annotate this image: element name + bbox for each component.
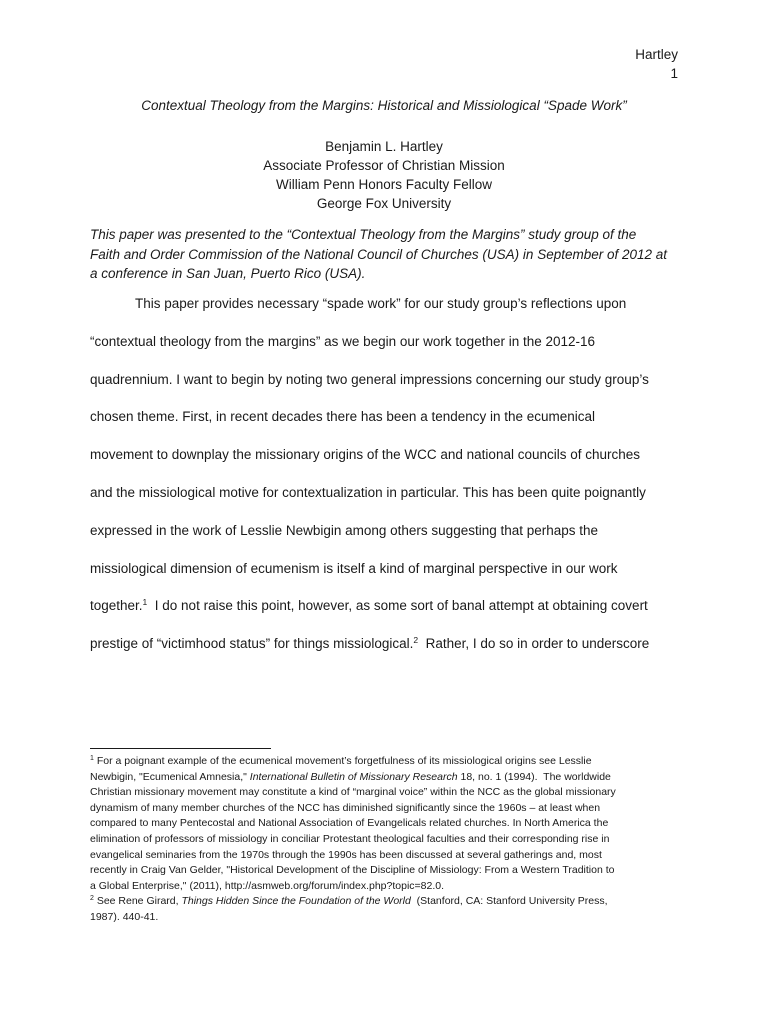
footnote-marker-2: 2 [90,895,94,903]
note-line: This paper was presented to the “Contextual Theology from the Margins” study group of the [90,227,637,242]
body-line: quadrennium. I want to begin by noting two general impressions concerning our study group’s [90,371,649,387]
body-line: This paper provides necessary “spade work” for our study group’s reflections upon [135,296,627,311]
footnote-line: elimination of professors of missiology in conciliar Protestant theological faculties and their corresponding rise in [90,832,610,845]
body-text: Rather, I do so in order to underscore [418,636,650,652]
footnote-book-title: Things Hidden Since the Foundation of the World [181,895,411,908]
note-line: Faith and Order Commission of the National Council of Churches (USA) in September of 2012 at [90,246,668,262]
body-line: and the missiological motive for contextualization in particular. This has been quite poignantly [90,484,646,500]
body-text: together. [90,598,143,614]
footnote-marker-1: 1 [90,755,94,762]
footnote-line [90,879,685,895]
footnote-text: See Rene Girard, [93,895,182,908]
footnote-line: Christian missionary movement may constitute a kind of “marginal voice” within the NCC as the global missionary [90,786,616,799]
body-line: movement to downplay the missionary origins of the WCC and national councils of churches [90,447,641,463]
author-fellowship: William Penn Honors Faculty Fellow [275,177,493,192]
presentation-note [90,225,680,284]
body-text: I do not raise this point, however, as some sort of banal attempt at obtaining covert [147,598,648,614]
page-number: 1 [670,66,678,81]
footnote-line: 1987). 440-41. [90,910,159,923]
author-name: Benjamin L. Hartley [325,139,443,154]
footnote-ref-1[interactable]: 1 [142,597,148,608]
footnote-journal-title: International Bulletin of Missionary Research [249,770,458,783]
footnote-line: dynamism of many member churches of the NCC has diminished significantly since the 1960s – at least when [90,801,601,814]
footnote-text: 18, no. 1 (1994). The worldwide [457,770,611,783]
footnote-line: evangelical seminaries from the 1970s through the 1990s has been discussed at several gatherings and, most [90,848,602,861]
running-header [635,45,678,83]
body-text: prestige of “victimhood status” for things missiological. [90,636,414,652]
note-line: a conference in San Juan, Puerto Rico (USA). [90,266,366,281]
footnote-line: recently in Craig Van Gelder, "Historical Development of the Discipline of Missiology: From a Western Tradition to [90,864,615,877]
footnote-line: compared to many Pentecostal and National Association of Evangelicals related churches. In North America the [90,817,609,830]
body-line: missiological dimension of ecumenism is itself a kind of marginal perspective in our work [90,560,618,576]
body-paragraph [90,294,682,672]
footnote-separator [90,748,271,749]
author-position: Associate Professor of Christian Mission [263,158,505,173]
body-line [90,634,682,672]
paper-title: Contextual Theology from the Margins: Historical and Missiological “Spade Work” [141,98,627,113]
footnote-text: For a poignant example of the ecumenical movement’s forgetfulness of its missiological origins see Lesslie [93,755,592,767]
body-line: expressed in the work of Lesslie Newbigin among others suggesting that perhaps the [90,522,599,538]
header-author: Hartley [635,47,678,62]
body-line [90,596,682,634]
footnote-line [90,894,685,910]
footnote-ref-2[interactable]: 2 [413,635,419,646]
body-line: chosen theme. First, in recent decades there has been a tendency in the ecumenical [90,409,596,425]
author-block [0,137,768,213]
footnote-text: a Global Enterprise," (2011), http://asmweb.org/forum/index.php?topic=82.0. [90,879,445,892]
footnotes [90,754,685,926]
footnote-line [90,754,685,770]
footnote-text: (Stanford, CA: Stanford University Press, [410,895,608,908]
body-line: “contextual theology from the margins” as we begin our work together in the 2012-16 [90,333,596,349]
footnote-text: Newbigin, "Ecumenical Amnesia," [90,770,250,783]
footnote-line [90,770,685,786]
author-institution: George Fox University [316,196,452,211]
